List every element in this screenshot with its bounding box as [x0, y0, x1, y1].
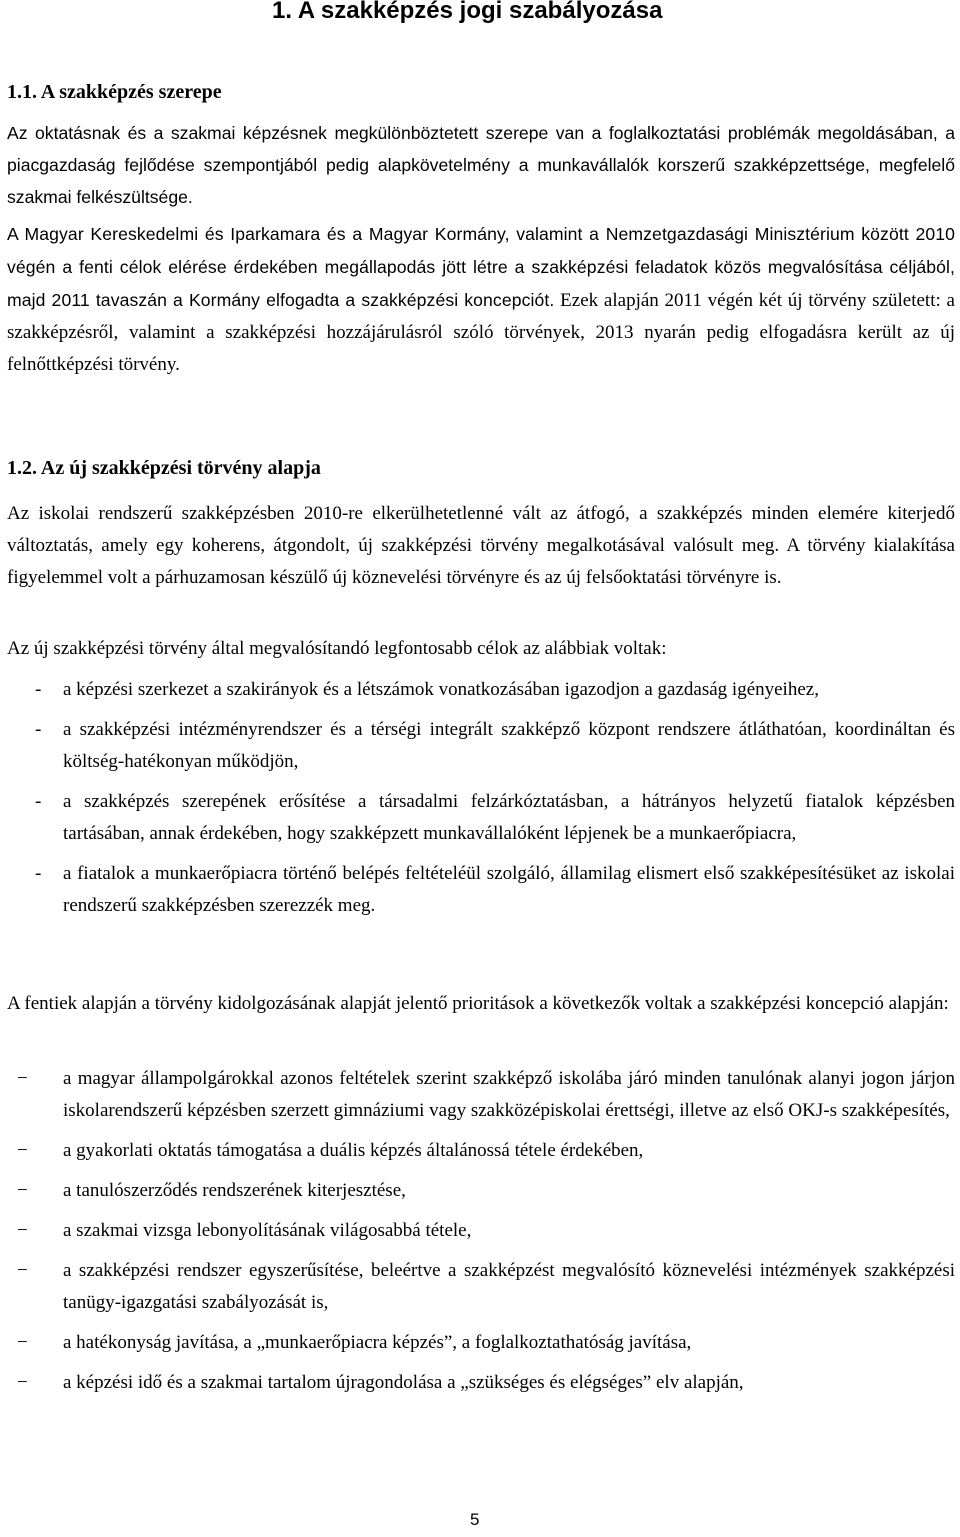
section-1-2-paragraph-1: Az iskolai rendszerű szakképzésben 2010-re elkerülhetetlenné vált az átfogó, a szakképzés minden elemére kiterjedő változtatás, amely egy koherens, átgondolt, új szakképzési törvény megalkotásával valósult meg. A törvény kialakítása figyelemmel volt a párhuzamosan készülő új köznevelési törvényre és az új felsőoktatási törvényre is. — [7, 503, 955, 588]
list-item-text: a gyakorlati oktatás támogatása a duális képzés általánossá tétele érdekében, — [63, 1140, 644, 1161]
list-item-text: a magyar állampolgárokkal azonos feltételek szerint szakképző iskolába járó minden tanulónak alanyi jogon járjon iskolarendszerű képzésben szerzett gimnáziumi vagy szakközépiskolai érettségi, illetve az első OKJ-s szakképesítés, — [63, 1068, 955, 1121]
list-item-text: a hatékonyság javítása, a „munkaerőpiacra képzés”, a foglalkoztathatóság javítása, — [63, 1332, 692, 1353]
list-item-text: a képzési idő és a szakmai tartalom újragondolása a „szükséges és elégséges” elv alapján, — [63, 1372, 744, 1393]
paragraph-2-serif-part: Ezek alapján 2011 végén két új törvény született: a szakképzésről, valamint a szakképzési hozzájárulásról szóló törvények, 2013 nyarán pedig elfogadásra került az új felnőttképzési törvény. — [7, 290, 955, 375]
list-marker: - — [35, 863, 42, 884]
list-item — [7, 1063, 955, 1127]
list-marker: − — [17, 1140, 28, 1161]
list-item — [7, 1327, 955, 1359]
list-item — [7, 786, 955, 850]
list-marker: − — [17, 1220, 28, 1241]
list-marker: − — [17, 1260, 28, 1281]
list-item — [7, 1255, 955, 1319]
list-marker: − — [17, 1332, 28, 1353]
priorities-list — [7, 1063, 955, 1407]
section-1-2-paragraph-3: A fentiek alapján a törvény kidolgozásának alapját jelentő prioritások a következők voltak a szakképzési koncepció alapján: — [7, 993, 949, 1014]
paragraph-2-sans-part: A Magyar Kereskedelmi és Iparkamara és a Magyar Kormány, valamint a Nemzetgazdasági Minisztérium között 2010 végén a fenti célok elérése érdekében megállapodás jött létre a szakképzési feladatok közös megvalósítása céljából, majd 2011 tavaszán a Kormány elfogadta a szakképzési koncepciót. — [7, 224, 955, 310]
list-item-text: a szakmai vizsga lebonyolításának világosabbá tétele, — [63, 1220, 472, 1241]
list-marker: − — [17, 1372, 28, 1393]
list-item — [7, 674, 955, 706]
page-number: 5 — [470, 1510, 480, 1529]
list-item — [7, 1135, 955, 1167]
list-marker: - — [35, 791, 42, 812]
list-item-text: a szakképzés szerepének erősítése a társadalmi felzárkóztatásban, a hátrányos helyzetű fiatalok képzésben tartásában, annak érdekében, hogy szakképzett munkavállalóként lépjenek be a munkaerőpiacra, — [63, 791, 955, 844]
section-heading-1-2: 1.2. Az új szakképzési törvény alapja — [7, 457, 321, 479]
list-marker: − — [17, 1068, 28, 1089]
goals-list — [7, 674, 955, 930]
section-1-1-paragraph-1: Az oktatásnak és a szakmai képzésnek megkülönböztetett szerepe van a foglalkoztatási problémák megoldásában, a piacgazdaság fejlődése szempontjából pedig alapkövetelmény a munkavállalók korszerű szakképzettsége, megfelelő szakmai felkészültsége. — [7, 123, 955, 207]
list-item-text: a szakképzési intézményrendszer és a térségi integrált szakképző központ rendszere átláthatóan, koordináltan és költség-hatékonyan működjön, — [63, 719, 955, 772]
chapter-heading: 1. A szakképzés jogi szabályozása — [272, 0, 663, 24]
list-item — [7, 1175, 955, 1207]
list-item-text: a képzési szerkezet a szakirányok és a létszámok vonatkozásában igazodjon a gazdaság igényeihez, — [63, 679, 819, 700]
list-marker: - — [35, 719, 42, 740]
section-heading-1-1: 1.1. A szakképzés szerepe — [7, 81, 222, 103]
list-marker: - — [35, 679, 42, 700]
list-item — [7, 1367, 955, 1399]
list-item — [7, 858, 955, 922]
list-item — [7, 714, 955, 778]
list-item-text: a fiatalok a munkaerőpiacra történő belépés feltételéül szolgáló, államilag elismert első szakképesítésüket az iskolai rendszerű szakképzésben szerezzék meg. — [63, 863, 955, 916]
list-marker: − — [17, 1180, 28, 1201]
section-1-2-paragraph-2: Az új szakképzési törvény által megvalósítandó legfontosabb célok az alábbiak voltak: — [7, 638, 667, 659]
list-item-text: a szakképzési rendszer egyszerűsítése, beleértve a szakképzést megvalósító köznevelési intézmények szakképzési tanügy-igazgatási szabályozását is, — [63, 1260, 955, 1313]
section-1-1-paragraph-2 — [7, 218, 955, 381]
list-item — [7, 1215, 955, 1247]
list-item-text: a tanulószerződés rendszerének kiterjesztése, — [63, 1180, 406, 1201]
